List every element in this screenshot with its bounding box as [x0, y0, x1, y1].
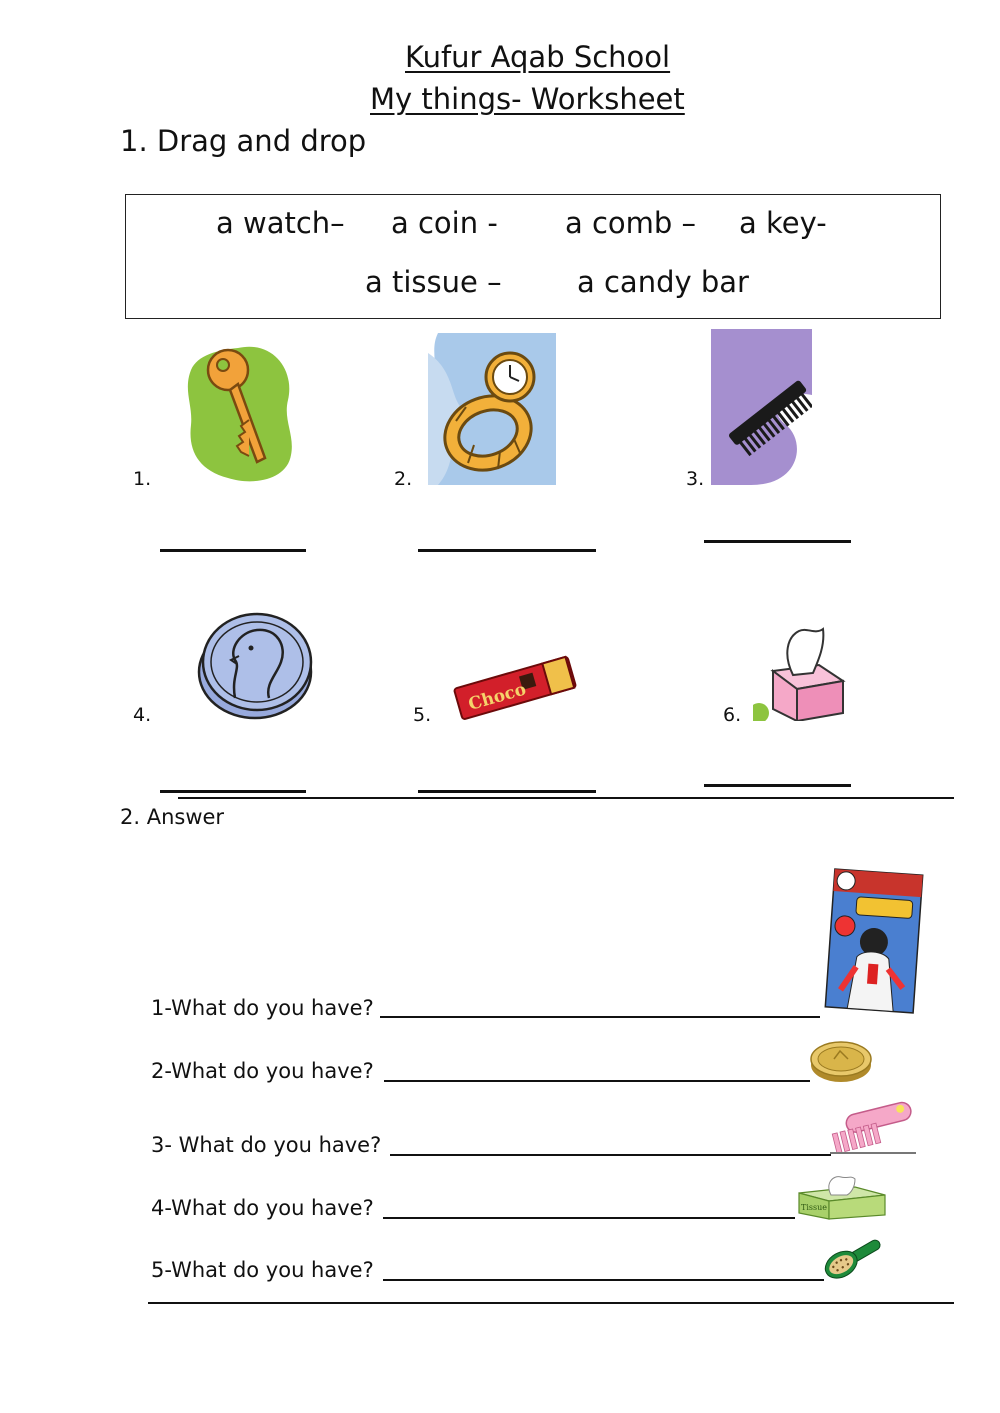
watch-icon: [428, 333, 556, 485]
coin-icon: [195, 606, 317, 722]
coin-icon: [808, 1037, 874, 1085]
answer-line-2[interactable]: [384, 1080, 810, 1082]
item-number-2: 2.: [394, 468, 413, 490]
item-number-6: 6.: [723, 704, 742, 726]
question-5: 5-What do you have?: [151, 1258, 374, 1282]
word-comb[interactable]: a comb –: [565, 206, 697, 240]
section-2-heading: 2. Answer: [120, 805, 225, 829]
item-number-3: 3.: [686, 468, 705, 490]
comb-icon: [711, 329, 812, 485]
answer-blank-6[interactable]: [704, 784, 851, 787]
answer-blank-3[interactable]: [704, 540, 851, 543]
school-title: Kufur Aqab School: [405, 40, 671, 74]
item-number-5: 5.: [413, 704, 432, 726]
item-number-1: 1.: [133, 468, 152, 490]
hairbrush-icon: [820, 1236, 886, 1282]
tissue-box-icon: [795, 1173, 889, 1221]
word-key[interactable]: a key-: [739, 206, 827, 240]
word-watch[interactable]: a watch–: [216, 206, 345, 240]
answer-line-3[interactable]: [390, 1154, 831, 1156]
word-tissue[interactable]: a tissue –: [365, 265, 502, 299]
comb-icon: [828, 1100, 918, 1156]
bottom-divider: [148, 1302, 954, 1304]
word-coin[interactable]: a coin -: [391, 206, 498, 240]
answer-line-4[interactable]: [383, 1217, 795, 1219]
answer-blank-5[interactable]: [418, 790, 596, 793]
tissue-box-label: Tissue: [801, 1203, 827, 1212]
answer-blank-4[interactable]: [160, 790, 306, 793]
word-candy-bar[interactable]: a candy bar: [577, 265, 749, 299]
section-1-heading: 1. Drag and drop: [120, 124, 367, 158]
answer-line-1[interactable]: [380, 1016, 820, 1018]
candy-bar-icon: [452, 652, 578, 724]
answer-blank-1[interactable]: [160, 549, 306, 552]
key-icon: [183, 340, 295, 486]
comic-book-icon: [824, 868, 924, 1014]
answer-blank-2[interactable]: [418, 549, 596, 552]
question-3: 3- What do you have?: [151, 1133, 382, 1157]
answer-line-5[interactable]: [383, 1279, 824, 1281]
item-number-4: 4.: [133, 704, 152, 726]
question-2: 2-What do you have?: [151, 1059, 374, 1083]
candy-bar-label: Choco: [466, 679, 529, 715]
question-1: 1-What do you have?: [151, 996, 374, 1020]
section-divider: [178, 797, 954, 799]
tissue-box-icon: [753, 625, 849, 721]
worksheet-title: My things- Worksheet: [370, 82, 685, 116]
question-4: 4-What do you have?: [151, 1196, 374, 1220]
